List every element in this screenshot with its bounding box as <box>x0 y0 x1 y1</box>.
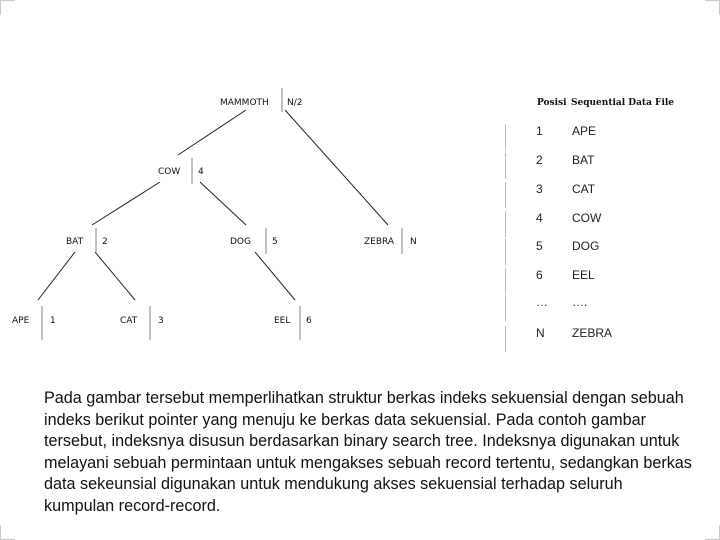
row-position: N <box>536 326 545 340</box>
node-key: EEL <box>274 316 291 326</box>
table-row <box>505 326 666 352</box>
edge-bat-ape <box>38 252 75 300</box>
tree-node-cat <box>112 306 166 340</box>
table-row <box>505 153 666 179</box>
tree-node-mammoth <box>212 88 316 112</box>
table-header-position: Posisi <box>537 98 567 108</box>
node-key: APE <box>12 316 30 326</box>
node-pointer: 2 <box>102 237 108 247</box>
edge-cow-bat <box>92 182 160 225</box>
edge-mammoth-zebra <box>285 110 388 225</box>
node-key: BAT <box>66 237 84 247</box>
row-position: … <box>536 295 548 309</box>
table-row <box>505 182 666 208</box>
row-position: 2 <box>536 153 543 167</box>
table-row <box>505 295 666 321</box>
table-row <box>505 239 666 265</box>
node-key: ZEBRA <box>364 237 395 247</box>
frame-corner-bottom-left <box>0 525 15 540</box>
node-key: DOG <box>230 237 251 247</box>
tree-node-zebra <box>358 228 418 254</box>
tree-node-eel <box>268 306 322 340</box>
node-pointer: 5 <box>272 237 278 247</box>
node-pointer: N/2 <box>287 98 303 108</box>
row-position: 4 <box>536 211 543 225</box>
table-row <box>505 124 666 150</box>
edge-mammoth-cow <box>178 110 246 155</box>
row-position: 6 <box>536 268 543 282</box>
tree-node-cow <box>150 158 214 184</box>
tree-node-dog <box>224 228 278 254</box>
row-value: DOG <box>572 239 600 253</box>
row-value: …. <box>572 295 588 309</box>
frame-corner-bottom-right <box>705 525 720 540</box>
row-value: EEL <box>572 268 595 282</box>
binary-search-tree-index <box>0 0 500 360</box>
row-value: ZEBRA <box>572 326 613 340</box>
row-value: BAT <box>572 153 595 167</box>
row-position: 5 <box>536 239 543 253</box>
row-value: CAT <box>572 182 596 196</box>
node-pointer: N <box>410 237 417 247</box>
node-pointer: 3 <box>158 316 164 326</box>
edge-bat-cat <box>95 252 135 300</box>
edge-dog-eel <box>255 252 295 300</box>
node-key: MAMMOTH <box>220 98 269 108</box>
row-value: APE <box>572 124 597 138</box>
node-pointer: 6 <box>306 316 312 326</box>
node-key: CAT <box>120 316 138 326</box>
tree-node-bat <box>60 228 112 254</box>
table-header-sequential-data-file: Sequential Data File <box>571 98 675 108</box>
table-row <box>505 211 666 237</box>
tree-node-ape <box>6 306 60 340</box>
row-position: 3 <box>536 182 543 196</box>
edge-cow-dog <box>200 182 246 225</box>
frame-corner-top-right <box>705 0 720 15</box>
row-position: 1 <box>536 124 543 138</box>
node-pointer: 4 <box>198 167 204 177</box>
row-value: COW <box>572 211 602 225</box>
node-pointer: 1 <box>50 316 56 326</box>
node-key: COW <box>158 167 181 177</box>
table-row <box>505 268 666 294</box>
description-paragraph: Pada gambar tersebut memperlihatkan struktur berkas indeks sekuensial dengan sebuah indeks berikut pointer yang menuju ke berkas data sekuensial. Pada contoh gambar tersebut, indeksnya disusun berdasarkan binary search tree. Indeksnya digunakan untuk melayani sebuah permintaan untuk mengakses sebuah record tertentu, sedangkan berkas data sekeunsial digunakan untuk mendukung akses sekuensial terhadap seluruh kumpulan record-record. <box>44 389 692 515</box>
